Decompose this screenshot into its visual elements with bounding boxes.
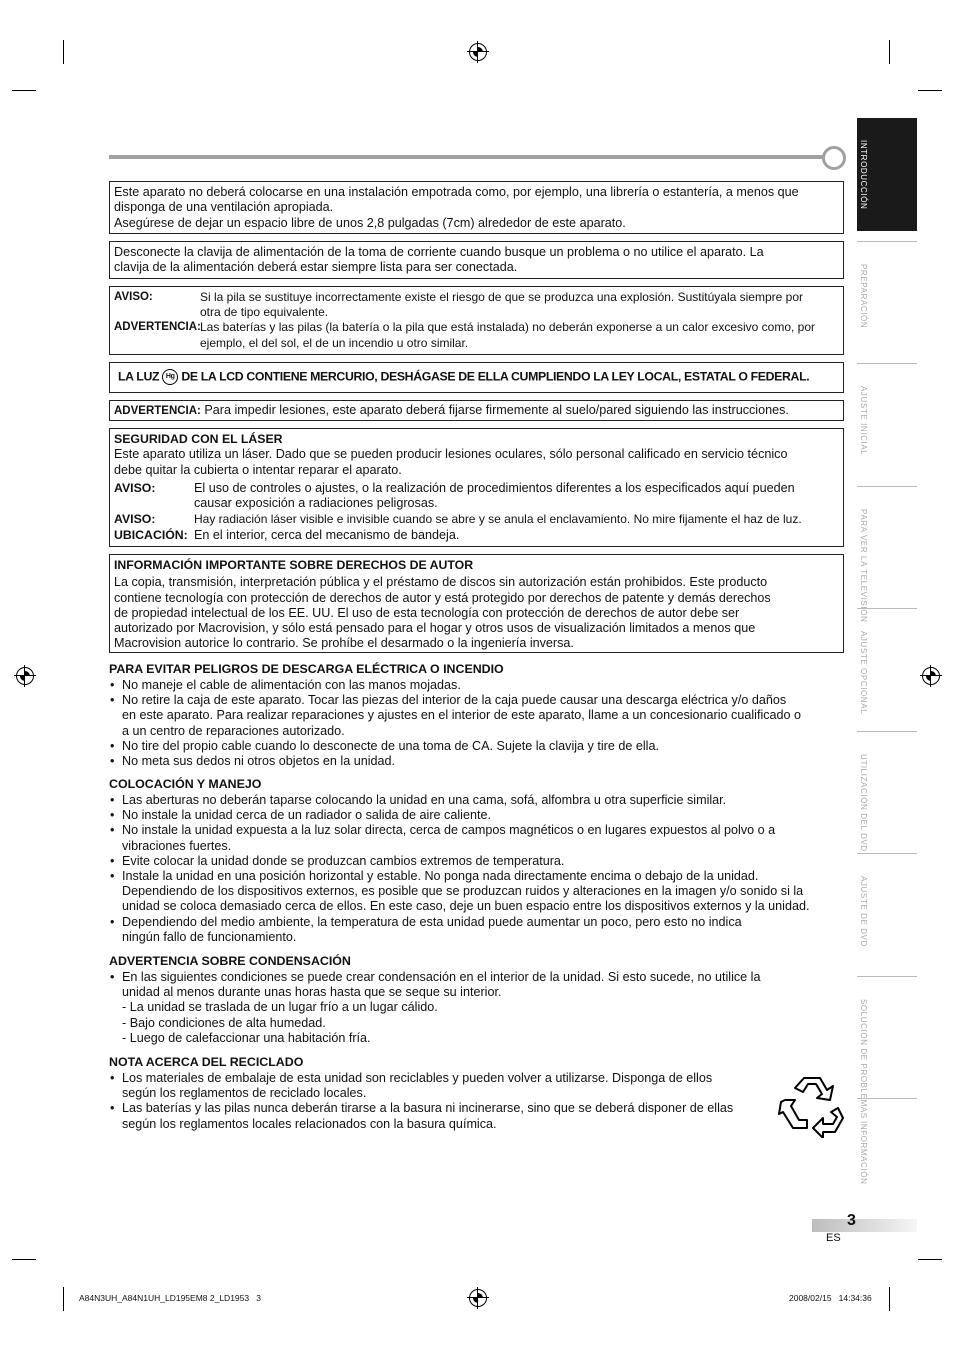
text-line: unidad se coloca demasiado cerca de ellos. En este caso, deje un buen espacio entre los dispositivos externos y la unidad. (122, 899, 810, 914)
list-item (109, 823, 849, 853)
list-item (109, 793, 849, 808)
text-line: • No meta sus dedos ni otros objetos en la unidad. (122, 754, 396, 769)
list-item (109, 808, 849, 823)
language-code: ES (826, 1232, 841, 1244)
page-number: 3 (847, 1212, 856, 1229)
text-line: • No instale la unidad expuesta a la luz solar directa, cerca de campos magnéticos o en lugares expuestos al polvo o a (122, 823, 776, 838)
text-line: - Luego de calefaccionar una habitación fría. (122, 1030, 371, 1045)
text-line: - La unidad se traslada de un lugar frío a un lugar cálido. (122, 1000, 438, 1015)
tab-utilización-del-dvd (857, 731, 917, 852)
text-line: Este aparato no deberá colocarse en una instalación empotrada como, por ejemplo, una librería o estantería, a menos que (114, 185, 799, 199)
text-line: ningún fallo de funcionamiento. (122, 929, 297, 944)
tab-información (857, 1098, 917, 1213)
list-item (109, 869, 849, 915)
page-number-bar (812, 1219, 917, 1232)
header-rule-circle-icon (822, 146, 846, 170)
text-line: contiene tecnología con protección de derechos de autor y está protegido por derechos de patente y demás derechos (114, 590, 771, 605)
text-line: • No instale la unidad cerca de un radiador o salida de aire caliente. (122, 808, 491, 823)
text-line: • En las siguientes condiciones se puede crear condensación en el interior de la unidad. Si esto sucede, no utilice la (122, 970, 761, 984)
tab-ajuste-opcional (857, 608, 917, 723)
advertencia-label: ADVERTENCIA: (114, 321, 201, 334)
tab-solución-de-problemas (857, 976, 917, 1119)
aviso-label: AVISO: (114, 291, 153, 303)
bullet-list (109, 678, 849, 769)
crop-mark (889, 40, 890, 64)
battery-warning (109, 286, 844, 355)
tab-label: UTILIZACIÓN DEL DVD (859, 754, 868, 852)
text-line: Desconecte la clavija de alimentación de la toma de corriente cuando busque un problema o no utilice el aparato. La (114, 245, 764, 259)
tab-ajuste-inicial (857, 363, 917, 478)
tab-label: AJUSTE OPCIONAL (859, 631, 868, 715)
bullet-list (109, 793, 849, 945)
text-line: Este aparato utiliza un láser. Dado que se pueden producir lesiones oculares, sólo personal calificado en servicio técnico (114, 447, 788, 462)
registration-mark-icon (16, 667, 34, 685)
list-item (109, 915, 849, 945)
advertencia-label: ADVERTENCIA: (114, 405, 201, 417)
tab-introducción (857, 118, 917, 231)
text-line: En el interior, cerca del mecanismo de bandeja. (194, 527, 460, 542)
text-line: • Las baterías y las pilas nunca deberán tirarse a la basura ni incinerarse, sino que se deberá disponer de ellas (122, 1101, 734, 1116)
bullet-list (109, 970, 849, 1046)
list-item (109, 693, 849, 739)
ubicacion-label: UBICACIÓN: (114, 527, 188, 542)
list-item (109, 970, 849, 1046)
tab-ajuste-de-dvd (857, 853, 917, 968)
mercury-text: LA LUZ (118, 369, 160, 384)
text-line: causar exposición a radiaciones peligrosas. (194, 496, 438, 511)
crop-mark (889, 1287, 890, 1311)
registration-mark-icon (469, 1289, 487, 1307)
text-line: Dependiendo de los dispositivos externos, es posible que se produzcan ruidos y alteraciones en la imagen y/o sonido si la (122, 884, 804, 899)
text-line: Para impedir lesiones, este aparato deberá fijarse firmemente al suelo/pared siguiendo las instrucciones. (204, 403, 789, 417)
tab-preparación (857, 241, 917, 356)
crop-mark (918, 90, 942, 91)
section-title: INFORMACIÓN IMPORTANTE SOBRE DERECHOS DE AUTOR (114, 558, 474, 572)
text-line: autorizado por Macrovision, y sólo está pensado para el hogar y otros usos de visualización limitados a menos que (114, 621, 756, 636)
text-line: - Bajo condiciones de alta humedad. (122, 1015, 326, 1030)
text-line: • Instale la unidad en una posición horizontal y estable. No ponga nada directamente encima o debajo de la unidad. (122, 869, 759, 884)
mercury-warning (109, 362, 844, 393)
footer-file-info: A84N3UH_A84N1UH_LD195EM8 2_LD1953 3 (79, 1293, 261, 1303)
mercury-text: DE LA LCD CONTIENE MERCURIO, DESHÁGASE DE ELLA CUMPLIENDO LA LEY LOCAL, ESTATAL O FEDERAL. (181, 369, 810, 384)
power-plug-notice (109, 241, 844, 279)
copyright-notice (109, 554, 844, 653)
text-line: Si la pila se sustituye incorrectamente existe el riesgo de que se produzca una explosión. Sustitúyala siempre por (200, 290, 803, 304)
mercury-hg-icon: Hg (162, 369, 178, 385)
mounting-warning (109, 400, 844, 421)
text-line: El uso de controles o ajustes, o la realización de procedimientos diferentes a los especificados aquí pueden (194, 480, 795, 495)
section-title: COLOCACIÓN Y MANEJO (109, 777, 262, 791)
text-line: La copia, transmisión, interpretación pública y el préstamo de discos sin autorización están prohibidos. Este producto (114, 575, 768, 590)
text-line: ejemplo, el del sol, el de un incendio u otro similar. (200, 335, 469, 350)
footer-timestamp: 2008/02/15 14:34:36 (789, 1293, 872, 1303)
laser-safety (109, 428, 844, 547)
text-line: • No tire del propio cable cuando lo desconecte de una toma de CA. Sujete la clavija y tire de ella. (122, 738, 659, 753)
list-item (109, 1101, 774, 1131)
tab-label: AJUSTE DE DVD (859, 876, 868, 947)
text-line: • Evite colocar la unidad donde se produzcan cambios extremos de temperatura. (122, 853, 565, 868)
text-line: debe quitar la cubierta o intentar reparar el aparato. (114, 462, 402, 477)
bullet-list (109, 1071, 774, 1132)
section-title: NOTA ACERCA DEL RECICLADO (109, 1055, 304, 1069)
tab-para-ver-la-televisión (857, 486, 917, 623)
crop-mark (12, 1259, 36, 1260)
list-item (109, 678, 849, 693)
recycle-icon (777, 1072, 847, 1138)
text-line: • No retire la caja de este aparato. Tocar las piezas del interior de la caja puede causar una descarga eléctrica y/o daños (122, 693, 787, 708)
text-line: Las baterías y las pilas (la batería o la pila que está instalada) no deberán exponerse a un calor excesivo como, por (200, 320, 816, 335)
text-line: según los reglamentos locales relacionados con la basura química. (122, 1116, 497, 1131)
tab-label: PARA VER LA TELEVISIÓN (859, 509, 868, 623)
text-line: en este aparato. Para realizar reparaciones y ajustes en el interior de este aparato, llame a un concesionario cualificado o (122, 708, 802, 723)
list-item (109, 1071, 774, 1101)
ventilation-notice (109, 181, 844, 234)
text-line: unidad al menos durante unas horas hasta que se seque su interior. (122, 985, 502, 1000)
section-title: ADVERTENCIA SOBRE CONDENSACIÓN (109, 954, 351, 968)
crop-mark (918, 1259, 942, 1260)
text-line: • Dependiendo del medio ambiente, la temperatura de esta unidad puede aumentar un poco, pero esto no indica (122, 914, 742, 929)
text-line: • No maneje el cable de alimentación con las manos mojadas. (122, 678, 461, 692)
text-line: Macrovision autorice lo contrario. Se prohíbe el desarmado o la ingeniería inversa. (114, 636, 574, 651)
header-rule (109, 155, 825, 159)
section-title: PARA EVITAR PELIGROS DE DESCARGA ELÉCTRICA O INCENDIO (109, 662, 504, 676)
tab-label: SOLUCIÓN DE PROBLEMAS (859, 999, 868, 1119)
tab-label: AJUSTE INICIAL (859, 386, 868, 456)
text-line: Asegúrese de dejar un espacio libre de unos 2,8 pulgadas (7cm) alrededor de este aparato. (114, 215, 626, 230)
text-line: disponga de una ventilación apropiada. (114, 200, 334, 215)
registration-mark-icon (469, 43, 487, 61)
aviso-label: AVISO: (114, 480, 156, 495)
list-item (109, 854, 849, 869)
text-line: • Las aberturas no deberán taparse colocando la unidad en una cama, sofá, alfombra u otra superficie similar. (122, 793, 727, 807)
list-item (109, 754, 849, 769)
crop-mark (63, 1287, 64, 1311)
section-title: SEGURIDAD CON EL LÁSER (114, 432, 283, 446)
tab-label: INTRODUCCIÓN (859, 140, 868, 210)
text-line: clavija de la alimentación deberá estar siempre lista para ser conectada. (114, 260, 518, 275)
text-line: • Los materiales de embalaje de esta unidad son reciclables y pueden volver a utilizarse. Disponga de ellos (122, 1071, 713, 1085)
text-line: otra de tipo equivalente. (200, 305, 329, 320)
list-item (109, 739, 849, 754)
crop-mark (63, 40, 64, 64)
tab-label: INFORMACIÓN (859, 1121, 868, 1185)
aviso-label: AVISO: (114, 512, 156, 527)
text-line: de propiedad intelectual de los EE. UU. El uso de esta tecnología con protección de derechos de autor debe ser (114, 605, 740, 620)
tab-label: PREPARACIÓN (859, 264, 868, 329)
crop-mark (12, 90, 36, 91)
text-line: a un centro de reparaciones autorizado. (122, 723, 345, 738)
text-line: vibraciones fuertes. (122, 838, 232, 853)
text-line: según los reglamentos de reciclado locales. (122, 1086, 367, 1101)
text-line: Hay radiación láser visible e invisible cuando se abre y se anula el enclavamiento. No mire fijamente el haz de luz. (194, 512, 802, 527)
registration-mark-icon (922, 667, 940, 685)
